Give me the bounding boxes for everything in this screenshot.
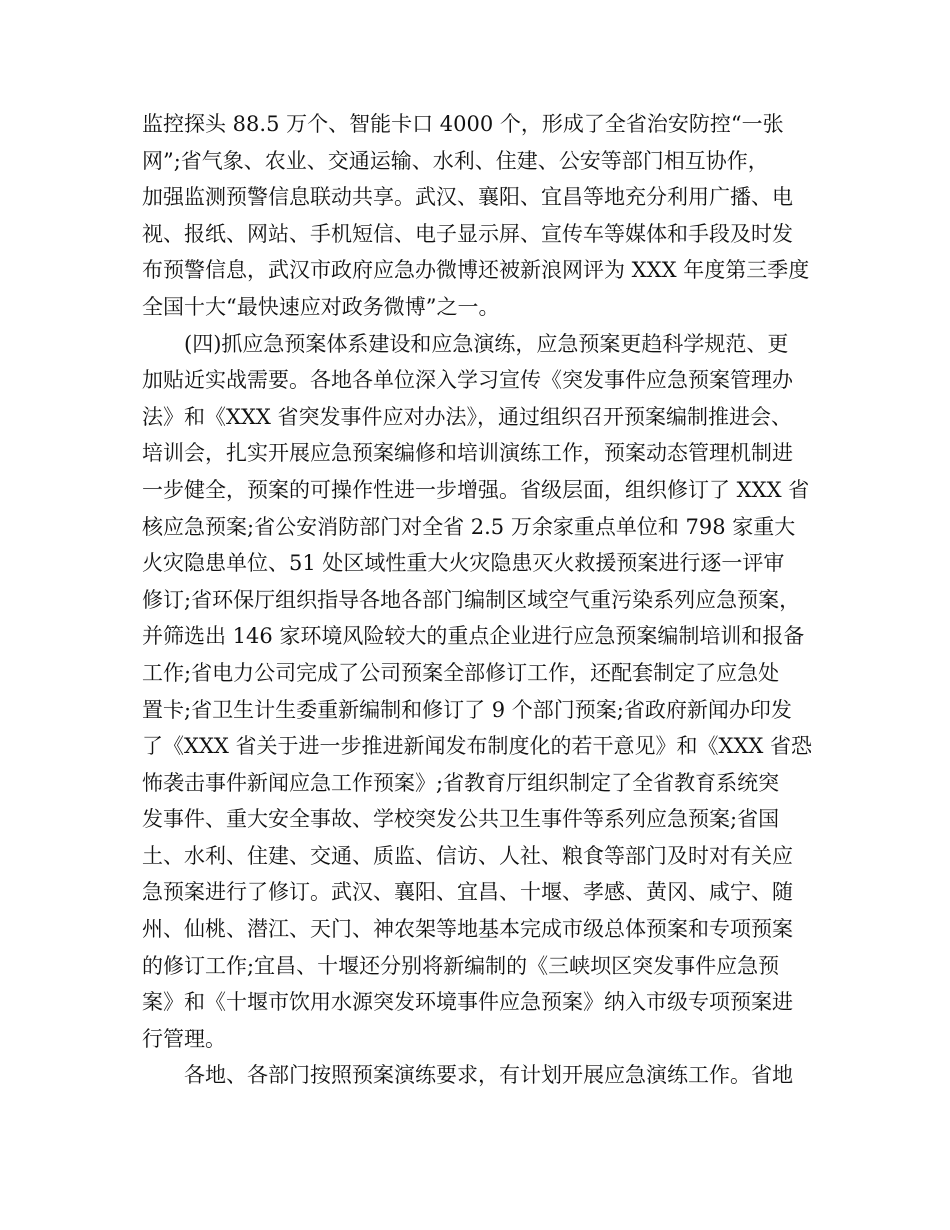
text-line: 置卡;省卫生计生委重新编制和修订了 9 个部门预案;省政府新闻办印发 [142,697,792,722]
text-line: 布预警信息，武汉市政府应急办微博还被新浪网评为 XXX 年度第三季度 [142,258,810,283]
text-line: 怖袭击事件新闻应急工作预案》;省教育厅组织制定了全省教育系统突 [142,770,780,795]
text-line: 视、报纸、网站、手机短信、电子显示屏、宣传车等媒体和手段及时发 [142,221,793,246]
text-line: 急预案进行了修订。武汉、襄阳、宜昌、十堰、孝感、黄冈、咸宁、随 [142,880,793,905]
text-line: 了《XXX 省关于进一步推进新闻发布制度化的若干意见》和《XXX 省恐 [142,734,813,759]
text-line: 修订;省环保厅组织指导各地各部门编制区域空气重污染系列应急预案， [142,587,801,612]
text-line: 网”;省气象、农业、交通运输、水利、住建、公安等部门相互协作， [142,148,769,173]
text-line: 加强监测预警信息联动共享。武汉、襄阳、宜昌等地充分利用广播、电 [142,185,793,210]
text-line: 并筛选出 146 家环境风险较大的重点企业进行应急预案编制培训和报备 [142,624,805,649]
text-line: 法》和《XXX 省突发事件应对办法》，通过组织召开预案编制推进会、 [142,404,793,429]
text-line: 工作;省电力公司完成了公司预案全部修订工作，还配套制定了应急处 [142,660,780,685]
text-line: 发事件、重大安全事故、学校突发公共卫生事件等系列应急预案;省国 [142,807,780,832]
paragraph-first-line: 各地、各部门按照预案演练要求，有计划开展应急演练工作。省地 [184,1063,793,1088]
text-line: 州、仙桃、潜江、天门、神农架等地基本完成市级总体预案和专项预案 [142,917,793,942]
text-line: 土、水利、住建、交通、质监、信访、人社、粮食等部门及时对有关应 [142,843,793,868]
text-line: 一步健全，预案的可操作性进一步增强。省级层面，组织修订了 XXX 省 [142,477,810,502]
document-body [142,106,822,1094]
text-line: 案》和《十堰市饮用水源突发环境事件应急预案》纳入市级专项预案进 [142,990,793,1015]
text-line: 的修订工作;宜昌、十堰还分别将新编制的《三峡坝区突发事件应急预 [142,953,780,978]
text-line: 核应急预案;省公安消防部门对全省 2.5 万余家重点单位和 798 家重大 [142,514,796,539]
text-line: 火灾隐患单位、51 处区域性重大火灾隐患灭火救援预案进行逐一评审 [142,551,785,576]
text-line: 全国十大“最快速应对政务微博”之一。 [142,294,500,319]
text-line: 监控探头 88.5 万个、智能卡口 4000 个，形成了全省治安防控“一张 [142,112,784,136]
text-line: 行管理。 [142,1026,226,1051]
text-line: 培训会，扎实开展应急预案编修和培训演练工作，预案动态管理机制进 [142,441,793,466]
text-line: 加贴近实战需要。各地各单位深入学习宣传《突发事件应急预案管理办 [142,368,793,393]
paragraph-first-line: (四)抓应急预案体系建设和应急演练，应急预案更趋科学规范、更 [184,331,789,356]
